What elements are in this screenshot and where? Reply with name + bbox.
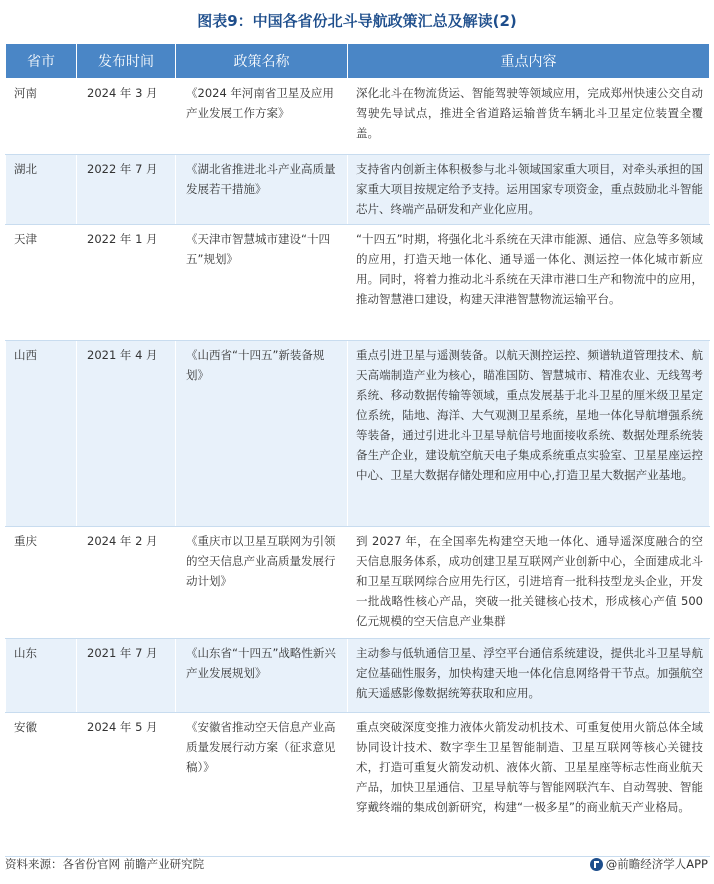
policy-cell: 《重庆市以卫星互联网为引领的空天信息产业高质量发展行动计划》 bbox=[176, 527, 348, 639]
province-cell: 河南 bbox=[6, 79, 77, 155]
date-cell: 2024 年 2 月 bbox=[77, 527, 176, 639]
brand-credit bbox=[590, 855, 708, 873]
header-key-content: 重点内容 bbox=[348, 44, 710, 79]
date-cell: 2024 年 5 月 bbox=[77, 713, 176, 857]
content-cell: 支持省内创新主体积极参与北斗领域国家重大项目，对牵头承担的国家重大项目按规定给予支持。运用国家专项资金，重点鼓励北斗智能芯片、终端产品研发和产业化应用。 bbox=[348, 155, 710, 225]
table-header-row bbox=[6, 44, 710, 79]
content-cell: 深化北斗在物流货运、智能驾驶等领域应用，完成郑州快速公交自动驾驶先导试点，推进全省道路运输普货车辆北斗卫星定位装置全覆盖。 bbox=[348, 79, 710, 155]
policy-cell: 《安徽省推动空天信息产业高质量发展行动方案（征求意见稿）》 bbox=[176, 713, 348, 857]
table-row bbox=[6, 341, 710, 527]
province-cell: 湖北 bbox=[6, 155, 77, 225]
content-cell: 重点引进卫星与遥测装备。以航天测控运控、频谱轨道管理技术、航天高端制造产业为核心，瞄准国防、智慧城市、精准农业、无线驾考系统、移动数据传输等领域，重点发展基于北斗卫星的厘米级卫星定位系统，陆地、海洋、大气观测卫星系统，星地一体化导航增强系统等装备，通过引进北斗卫星导航信号地面接收系统、数据处理系统装备生产企业，建设航空航天电子集成系统重点实验室、卫星星座运控中心、卫星大数据存储处理和应用中心,打造卫星大数据产业基地。 bbox=[348, 341, 710, 527]
policy-cell: 《湖北省推进北斗产业高质量发展若干措施》 bbox=[176, 155, 348, 225]
policy-cell: 《2024 年河南省卫星及应用产业发展工作方案》 bbox=[176, 79, 348, 155]
table-row bbox=[6, 639, 710, 713]
province-cell: 重庆 bbox=[6, 527, 77, 639]
header-date: 发布时间 bbox=[77, 44, 176, 79]
province-cell: 山西 bbox=[6, 341, 77, 527]
date-cell: 2021 年 4 月 bbox=[77, 341, 176, 527]
table-row bbox=[6, 713, 710, 857]
brand-label: @前瞻经济学人APP bbox=[605, 857, 708, 871]
content-cell: 主动参与低轨通信卫星、浮空平台通信系统建设，提供北斗卫星导航定位基础性服务，加快构建天地一体化信息网络骨干节点。加强航空航天遥感影像数据统筹获取和应用。 bbox=[348, 639, 710, 713]
province-cell: 山东 bbox=[6, 639, 77, 713]
content-cell: 重点突破深度变推力液体火箭发动机技术、可重复使用火箭总体全域协同设计技术、数字孪生卫星智能制造、卫星互联网等核心关键技术，打造可重复火箭发动机、液体火箭、卫星星座等标志性商业航天产品，加快卫星通信、卫星导航等与智能网联汽车、自动驾驶、智能穿戴终端的集成创新研究，构建“一极多星”的商业航天产业格局。 bbox=[348, 713, 710, 857]
source-note: 资料来源：各省份官网 前瞻产业研究院 bbox=[5, 857, 205, 871]
brand-logo-icon bbox=[590, 858, 603, 871]
province-cell: 天津 bbox=[6, 225, 77, 341]
page-title: 图表9：中国各省份北斗导航政策汇总及解读(2) bbox=[197, 12, 517, 30]
table-row bbox=[6, 79, 710, 155]
policy-cell: 《山西省“十四五”新装备规划》 bbox=[176, 341, 348, 527]
date-cell: 2021 年 7 月 bbox=[77, 639, 176, 713]
date-cell: 2022 年 7 月 bbox=[77, 155, 176, 225]
table-row bbox=[6, 527, 710, 639]
date-cell: 2024 年 3 月 bbox=[77, 79, 176, 155]
table-row bbox=[6, 155, 710, 225]
date-cell: 2022 年 1 月 bbox=[77, 225, 176, 341]
policy-table bbox=[5, 43, 710, 857]
header-province: 省市 bbox=[6, 44, 77, 79]
table-row bbox=[6, 225, 710, 341]
policy-cell: 《天津市智慧城市建设“十四五”规划》 bbox=[176, 225, 348, 341]
header-policy-name: 政策名称 bbox=[176, 44, 348, 79]
policy-cell: 《山东省“十四五”战略性新兴产业发展规划》 bbox=[176, 639, 348, 713]
province-cell: 安徽 bbox=[6, 713, 77, 857]
content-cell: 到 2027 年，在全国率先构建空天地一体化、通导遥深度融合的空天信息服务体系，成功创建卫星互联网产业创新中心，全面建成北斗和卫星互联网综合应用先行区，引进培育一批科技型龙头企业，开发一批战略性核心产品，突破一批关键核心技术，形成核心产值 500 亿元规模的空天信息产业集群 bbox=[348, 527, 710, 639]
content-cell: “十四五”时期，将强化北斗系统在天津市能源、通信、应急等多领域的应用，打造天地一体化、通导遥一体化、测运控一体化城市新应用。同时，将着力推动北斗系统在天津市港口生产和物流中的应用，推动智慧港口建设，构建天津港智慧物流运输平台。 bbox=[348, 225, 710, 341]
